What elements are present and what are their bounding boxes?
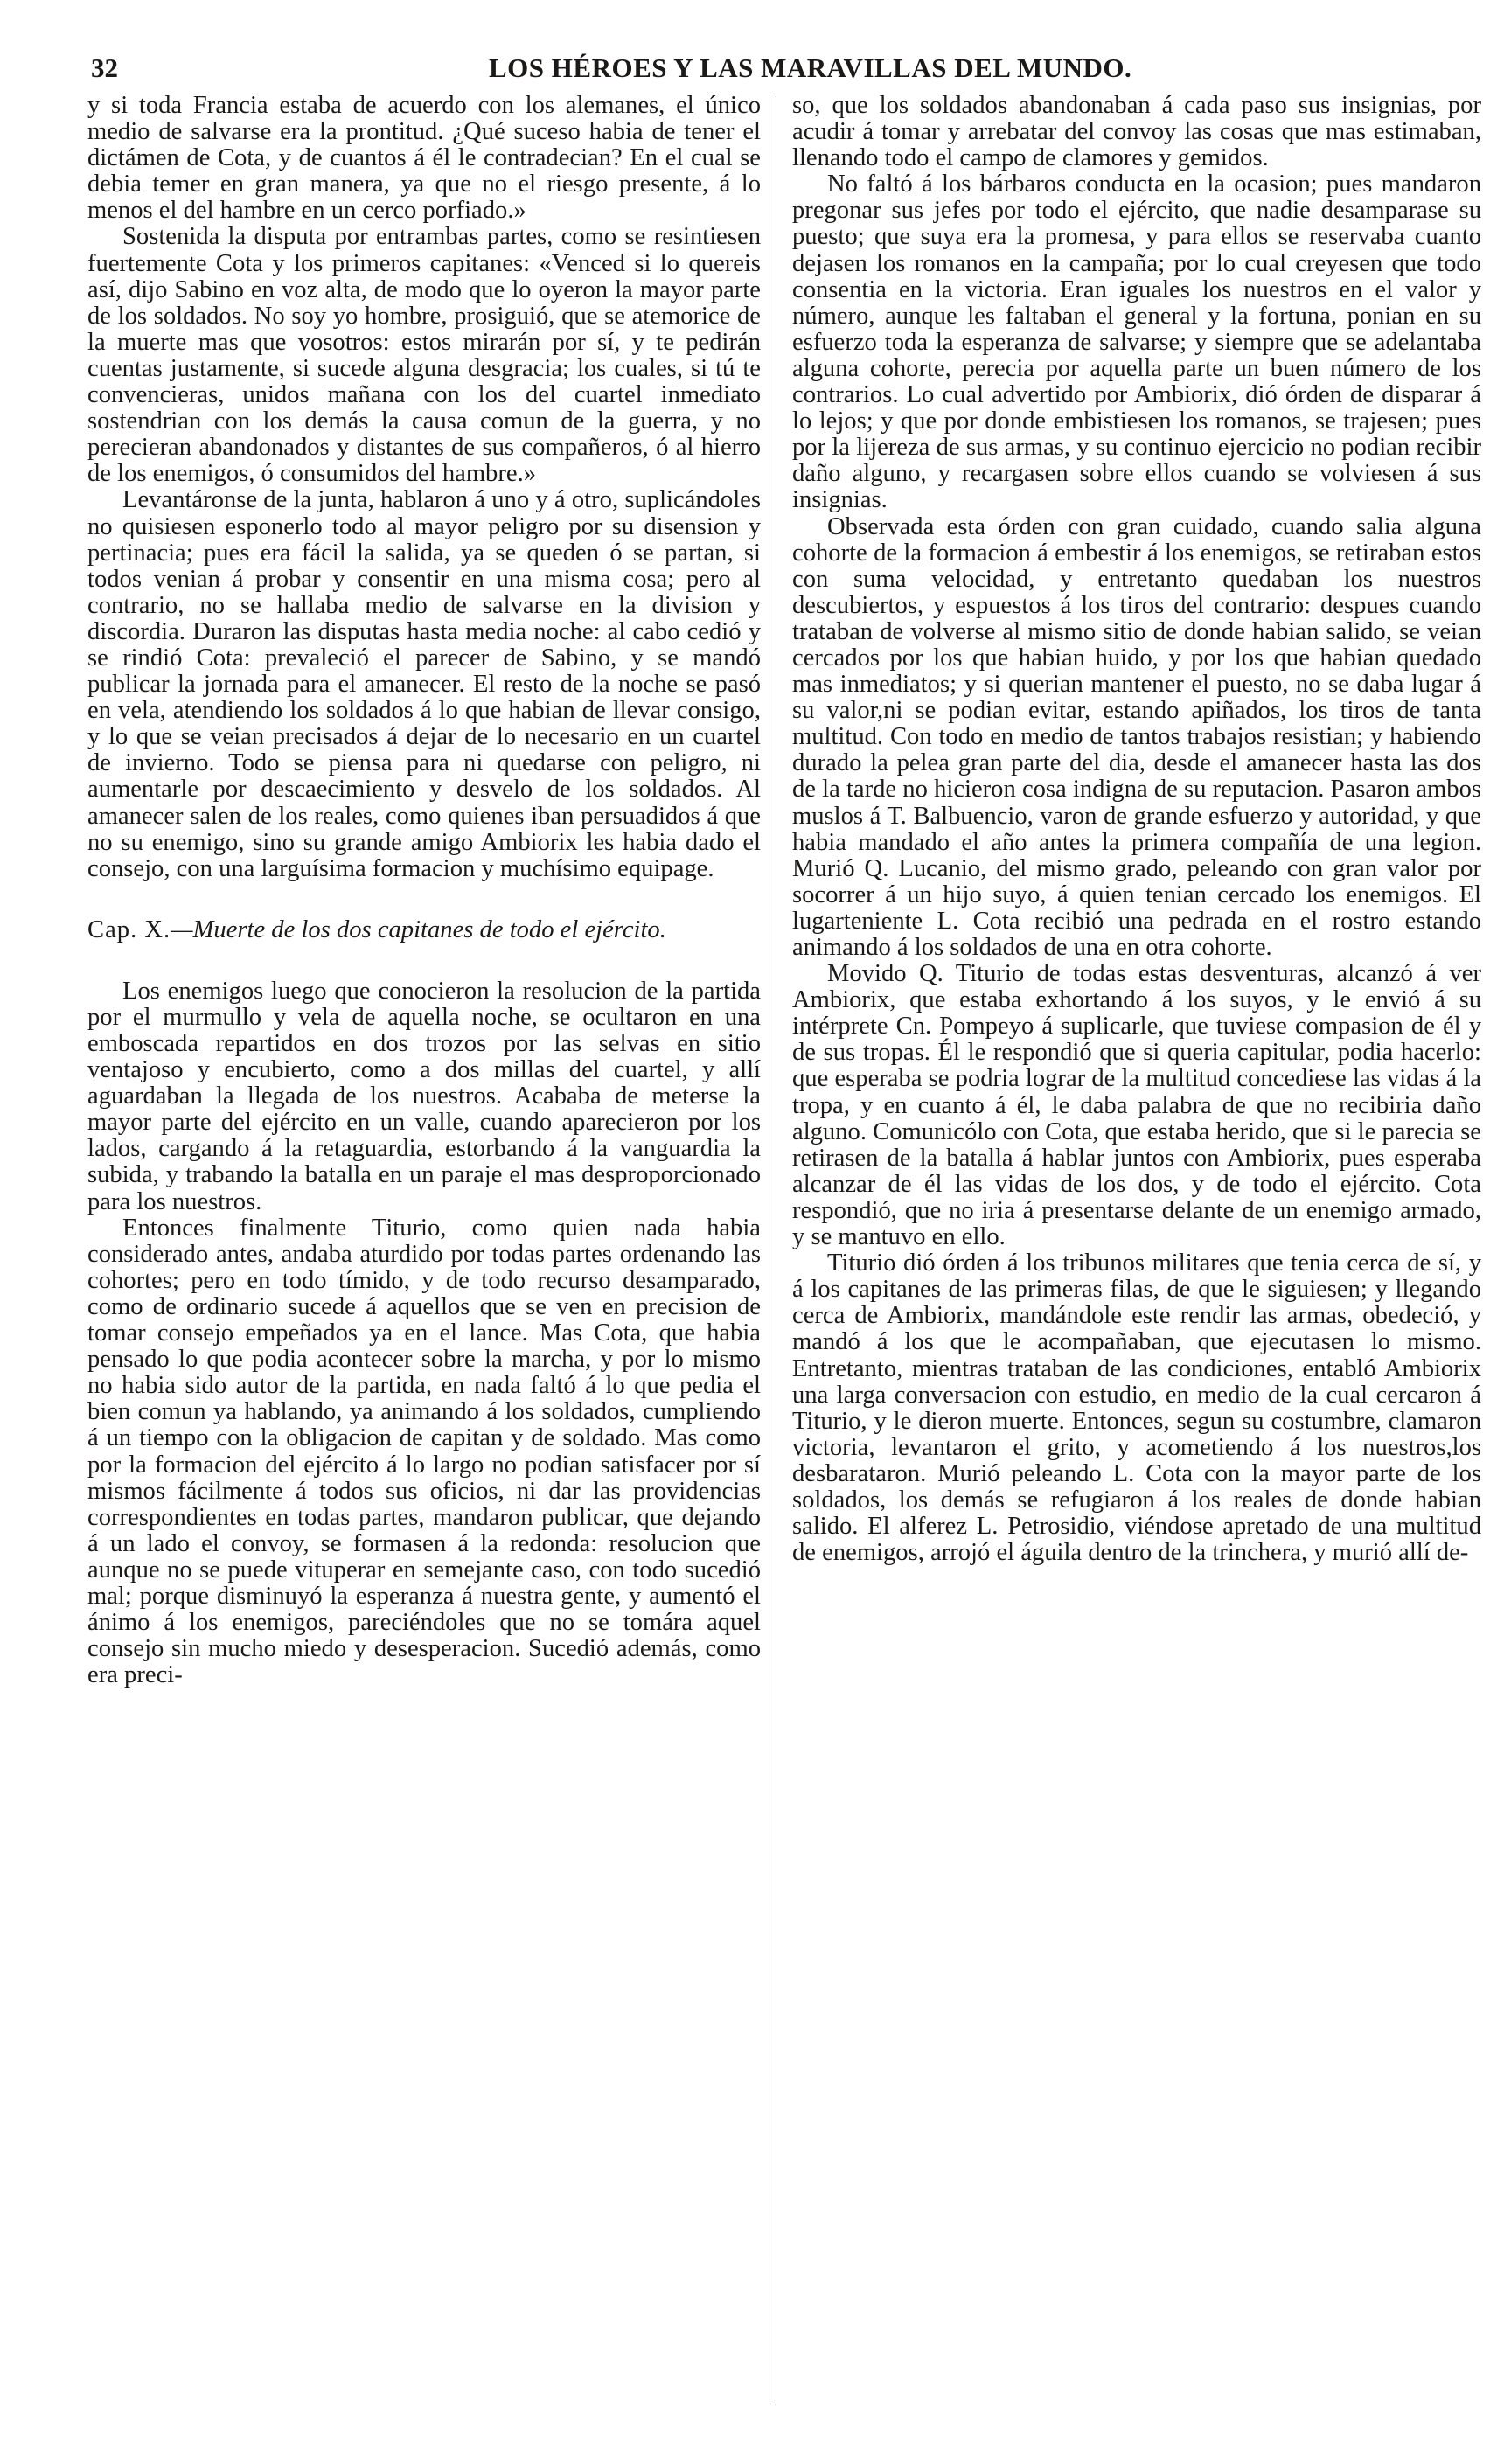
paragraph: Titurio dió órden á los tribunos militares que tenia cerca de sí, y á los capitanes de las primeras filas, de que le siguiesen; y llegando cerca de Ambiorix, mandándole este rendir las armas, obedeció, y mandó á los que le acompañaban, que ejecutasen lo mismo. Entretanto, mientras trataban de las condiciones, entabló Ambiorix una larga conversacion con estudio, en medio de la cual cercaron á Titurio, y le dieron muerte. Entonces, segun su costumbre, clamaron victoria, levantaron el grito, y acometiendo á los nuestros,los desbarataron. Murió peleando L. Cota con la mayor parte de los soldados, los demás se refugiaron á los reales de donde habian salido. El alferez L. Petrosidio, viéndose apretado de una multitud de enemigos, arrojó el águila dentro de la trinchera, y murió allí de- — [792, 1249, 1481, 1567]
paragraph: y si toda Francia estaba de acuerdo con los alemanes, el único medio de salvarse era la prontitud. ¿Qué suceso habia de tener el dictámen de Cota, y de cuantos á él le contradecian? En el cual se debia temer en gran manera, ya que no el riesgo presente, á lo menos el del hambre en un cerco porfiado.» — [87, 92, 761, 225]
paragraph: Observada esta órden con gran cuidado, cuando salia alguna cohorte de la formacion á embestir á los enemigos, se retiraban estos con suma velocidad, y entretanto quedaban los nuestros descubiertos, y espuestos á los tiros del contrario: despues cuando trataban de volverse al mismo sitio de donde habian salido, se veian cercados por los que habian huido, y por los que habian quedado mas inmediatos; y si querian mantener el puesto, no se daba lugar á su valor,ni se podian evitar, estando apiñados, los tiros de tanta multitud. Con todo en medio de tantos trabajos resistian; y habiendo durado la pelea gran parte del dia, desde el amanecer hasta las dos de la tarde no hicieron cosa indigna de su reputacion. Pasaron ambos muslos á T. Balbuencio, varon de grande esfuerzo y autoridad, y que habia mandado el año antes la primera compañía de una legion. Murió Q. Lucanio, del mismo grado, peleando con gran valor por socorrer á un hijo suyo, á quien tenian cercado los enemigos. El lugarteniente L. Cota recibió una pedrada en el rostro estando animando á los soldados de una en otra cohorte. — [792, 512, 1481, 961]
paragraph: Movido Q. Titurio de todas estas desventuras, alcanzó á ver Ambiorix, que estaba exhortando á los suyos, y le envió á su intérprete Cn. Pompeyo á suplicarle, que tuviese compasion de él y de sus tropas. Él le respondió que si queria capitular, podia hacerlo: que esperaba se podria lograr de la multitud concediese las vidas á la tropa, y en cuanto á él, le daba palabra de que no recibiria daño alguno. Comunicólo con Cota, que estaba herido, que si le parecia se retirasen de la batalla á hablar juntos con Ambiorix, pues esperaba alcanzar de él las vidas de los dos, y de todo el ejército. Cota respondió, que no iria á presentarse delante de un enemigo armado, y se mantuvo en ello. — [792, 960, 1481, 1251]
paragraph: so, que los soldados abandonaban á cada paso sus insignias, por acudir á tomar y arrebatar del convoy las cosas que mas estimaban, llenando todo el campo de clamores y gemidos. — [792, 92, 1481, 172]
paragraph: Entonces finalmente Titurio, como quien nada habia considerado antes, andaba aturdido por todas partes ordenando las cohortes; pero en todo tímido, y de todo recurso desamparado, como de ordinario sucede á aquellos que se ven en precision de tomar consejo empeñados ya en el lance. Mas Cota, que habia pensado lo que podia acontecer sobre la marcha, y por lo mismo no habia sido autor de la partida, en nada faltó á lo que pedia el bien comun ya hablando, ya animando á los soldados, cumpliendo á un tiempo con la obligacion de capitan y de soldado. Mas como por la formacion del ejército á lo largo no podian satisfacer por sí mismos fácilmente á todos sus oficios, ni dar las providencias correspondientes en todas partes, mandaron publicar, que dejando á un lado el convoy, se formasen á la redonda: resolucion que aunque no se puede vituperar en semejante caso, con todo sucedió mal; porque disminuyó la esperanza á nuestra gente, y aumentó el ánimo á los enemigos, pareciéndoles que no se tomára aquel consejo sin mucho miedo y desesperacion. Sucedió además, como era preci- — [87, 1214, 761, 1689]
right-column — [792, 93, 1481, 1566]
page-header — [91, 51, 1481, 86]
chapter-label: Cap. X. — [87, 915, 171, 943]
paragraph: No faltó á los bárbaros conducta en la ocasion; pues mandaron pregonar sus jefes por todo el ejército, que nadie desamparase su puesto; que suya era la promesa, y para ellos se reservaba cuanto dejasen los romanos en la campaña; por lo cual creyesen que todo consentia en la victoria. Eran iguales los nuestros en el valor y número, aunque les faltaban el general y la fortuna, ponian en su esfuerzo toda la esperanza de salvarse; y siempre que se adelantaba alguna cohorte, perecia por aquella parte un buen número de los contrarios. Lo cual advertido por Ambiorix, dió órden de disparar á lo lejos; y que por donde embistiesen los romanos, se trajesen; pues por la lijereza de sus armas, y su continuo ejercicio no podian recibir daño alguno, y recargasen sobre ellos cuando se volviesen á sus insignias. — [792, 171, 1481, 514]
chapter-heading — [87, 917, 761, 943]
paragraph: Sostenida la disputa por entrambas partes, como se resintiesen fuertemente Cota y los primeros capitanes: «Venced si lo quereis así, dijo Sabino en voz alta, de modo que lo oyeron la mayor parte de los soldados. No soy yo hombre, prosiguió, que se atemorice de la muerte mas que vosotros: estos mirarán por sí, y te pedirán cuentas justamente, si sucede alguna desgracia; los cuales, si tú te convencieras, unidos mañana con los del cuartel inmediato sostendrian con los demás la causa comun de la guerra, y no perecieran abandonados y distantes de sus compañeros, ó al hierro de los enemigos, ó consumidos del hambre.» — [87, 223, 761, 488]
chapter-title: —Muerte de los dos capitanes de todo el ejército. — [171, 915, 666, 943]
page-number: 32 — [91, 52, 118, 83]
left-column — [87, 93, 761, 1688]
paragraph: Los enemigos luego que conocieron la resolucion de la partida por el murmullo y vela de aquella noche, se ocultaron en una emboscada repartidos en dos trozos por las selvas en sitio ventajoso y encubierto, como a dos millas del cuartel, y allí aguardaban la llegada de los nuestros. Acababa de meterse la mayor parte del ejército en un valle, cuando aparecieron por los lados, cargando á la retaguardia, estorbando á la vanguardia la subida, y trabando la batalla en un paraje el mas desproporcionado para los nuestros. — [87, 977, 761, 1215]
paragraph: Levantáronse de la junta, hablaron á uno y á otro, suplicándoles no quisiesen esponerlo todo al mayor peligro por su disension y pertinacia; pues era fácil la salida, ya se queden ó se partan, si todos venian á probar y consentir en una misma cosa; pero al contrario, no se hallaba medio de salvarse en la division y discordia. Duraron las disputas hasta media noche: al cabo cedió y se rindió Cota: prevaleció el parecer de Sabino, y se mandó publicar la jornada para el amanecer. El resto de la noche se pasó en vela, atendiendo los soldados á lo que habian de llevar consigo, y lo que se veian precisados á dejar de lo necesario en un cuartel de invierno. Todo se piensa para ni quedarse con peligro, ni aumentarle por descaecimiento y desvelo de los soldados. Al amanecer salen de los reales, como quienes iban persuadidos á que no su enemigo, sino su grande amigo Ambiorix les habia dado el consejo, con una larguísima formacion y muchísimo equipage. — [87, 486, 761, 882]
running-title: LOS HÉROES Y LAS MARAVILLAS DEL MUNDO. — [489, 52, 1132, 83]
